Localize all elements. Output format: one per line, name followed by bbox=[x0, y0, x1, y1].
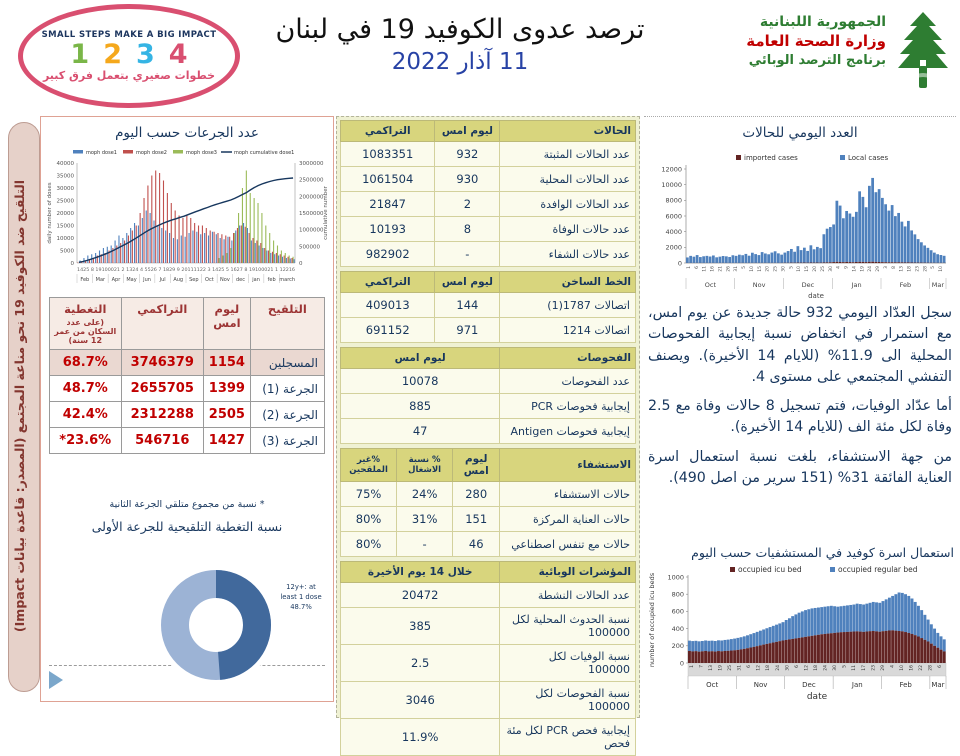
svg-text:40000: 40000 bbox=[57, 161, 75, 167]
svg-text:1425 8 19100021 2 1324 4 5526: 1425 8 19100021 2 1324 4 5526 7 1829 9 20111122 3 1425 5 1627 8 19100021 1 12216 bbox=[77, 267, 296, 272]
row-label: اتصالات 1787(1) bbox=[500, 293, 636, 318]
svg-text:0: 0 bbox=[299, 261, 303, 267]
cell-unvaccinated: 75% bbox=[341, 482, 397, 507]
row-label: حالات العناية المركزة bbox=[500, 507, 636, 532]
svg-text:1: 1 bbox=[686, 266, 692, 269]
indicators-table-header bbox=[341, 562, 636, 583]
row-label: اتصالات 1214 bbox=[500, 318, 636, 343]
svg-text:12y+: at: 12y+: at bbox=[286, 583, 316, 591]
svg-text:14: 14 bbox=[851, 266, 857, 272]
svg-text:13: 13 bbox=[708, 665, 714, 671]
svg-text:1000: 1000 bbox=[667, 573, 684, 581]
svg-text:cumulative number: cumulative number bbox=[323, 185, 329, 240]
svg-text:11: 11 bbox=[851, 665, 857, 671]
table-row bbox=[50, 428, 325, 454]
row-label: عدد الحالات المحلية bbox=[500, 167, 636, 192]
svg-text:21: 21 bbox=[717, 266, 723, 272]
row-label: إيجابية فحوصات PCR bbox=[500, 394, 636, 419]
step-4-number: 4 bbox=[169, 41, 188, 68]
svg-text:35000: 35000 bbox=[57, 174, 75, 180]
svg-text:5: 5 bbox=[741, 266, 747, 269]
svg-text:2000: 2000 bbox=[665, 244, 682, 252]
cases-table bbox=[340, 120, 636, 267]
table-row bbox=[341, 482, 636, 507]
svg-text:Dec: Dec bbox=[802, 681, 816, 689]
svg-text:4000: 4000 bbox=[665, 228, 682, 236]
svg-text:Apr: Apr bbox=[112, 277, 122, 283]
svg-text:Feb: Feb bbox=[900, 281, 912, 289]
table-row bbox=[341, 369, 636, 394]
cell-unvaccinated: 80% bbox=[341, 532, 397, 557]
svg-text:Mar: Mar bbox=[932, 281, 945, 289]
row-label: المسجلين bbox=[250, 350, 324, 376]
narrative-paragraph: أما عدّاد الوفيات، فتم تسجيل 8 حالات وفاة مع 2.5 وفاة لكل مئة الف (للايام 14 الأخيرة). bbox=[648, 396, 952, 439]
cell-yesterday: 151 bbox=[453, 507, 500, 532]
doses-per-day-chart bbox=[43, 145, 331, 315]
svg-text:May: May bbox=[126, 277, 136, 283]
table-row bbox=[341, 217, 636, 242]
svg-text:4: 4 bbox=[889, 665, 895, 668]
row-label: نسبة الفحوصات لكل 100000 bbox=[500, 682, 636, 719]
row-label: الجرعة (3) bbox=[250, 428, 324, 454]
svg-text:Feb: Feb bbox=[899, 681, 912, 689]
vaccination-panel bbox=[40, 116, 334, 702]
table-row bbox=[341, 532, 636, 557]
svg-text:occupied icu bed: occupied icu bed bbox=[738, 565, 802, 574]
svg-text:400: 400 bbox=[672, 625, 684, 633]
row-label: عدد الحالات الوافدة bbox=[500, 192, 636, 217]
cell-cumulative: 546716 bbox=[121, 428, 204, 454]
cell-yesterday: 1399 bbox=[204, 376, 251, 402]
cell-cumulative: 691152 bbox=[341, 318, 435, 343]
table-row bbox=[50, 402, 325, 428]
svg-text:moph dose3: moph dose3 bbox=[186, 150, 217, 156]
cell-cumulative: 1083351 bbox=[341, 142, 435, 167]
svg-text:1500000: 1500000 bbox=[299, 211, 324, 217]
report-date: 11 آذار 2022 bbox=[250, 49, 670, 75]
svg-text:18: 18 bbox=[813, 665, 819, 671]
cell-value: 11.9% bbox=[341, 719, 500, 756]
table-row bbox=[341, 419, 636, 444]
daily-narrative bbox=[648, 303, 952, 497]
col-occupancy: % نسبة الاشغال bbox=[397, 449, 453, 482]
svg-text:date: date bbox=[808, 292, 824, 300]
row-label: حالات مع تنفس اصطناعي bbox=[500, 532, 636, 557]
svg-text:Dec: Dec bbox=[802, 281, 815, 289]
svg-text:29: 29 bbox=[880, 665, 886, 671]
table-row bbox=[341, 682, 636, 719]
svg-text:12: 12 bbox=[756, 665, 762, 671]
svg-text:20: 20 bbox=[812, 266, 818, 272]
svg-text:25000: 25000 bbox=[57, 199, 75, 205]
svg-text:22: 22 bbox=[918, 665, 924, 671]
doses-chart-title: عدد الجرعات حسب اليوم bbox=[41, 125, 333, 141]
table-row bbox=[50, 350, 325, 376]
svg-text:Jun: Jun bbox=[142, 277, 151, 283]
svg-text:6: 6 bbox=[794, 665, 800, 668]
donut-chart-title: نسبة التغطية التلقيحية للجرعة الأولى bbox=[41, 519, 333, 534]
col-cumulative: التراكمي bbox=[121, 298, 204, 350]
cell-value: 385 bbox=[341, 608, 500, 645]
svg-text:30: 30 bbox=[784, 665, 790, 671]
svg-text:2500000: 2500000 bbox=[299, 178, 324, 184]
svg-text:5: 5 bbox=[788, 266, 794, 269]
svg-text:800: 800 bbox=[672, 591, 684, 599]
svg-text:Sep: Sep bbox=[189, 277, 198, 283]
cell-cumulative: 409013 bbox=[341, 293, 435, 318]
svg-text:15000: 15000 bbox=[57, 224, 75, 230]
svg-text:26: 26 bbox=[725, 266, 731, 272]
tests-title: الفحوصات bbox=[500, 348, 636, 369]
svg-text:6: 6 bbox=[937, 665, 943, 668]
svg-text:1000000: 1000000 bbox=[299, 228, 324, 234]
cell-occupancy: 31% bbox=[397, 507, 453, 532]
row-label: الجرعة (2) bbox=[250, 402, 324, 428]
cell-yesterday: 932 bbox=[435, 142, 500, 167]
svg-text:10: 10 bbox=[899, 665, 905, 671]
svg-text:3000000: 3000000 bbox=[299, 161, 324, 167]
row-label: عدد حالات الشفاء bbox=[500, 242, 636, 267]
cell-coverage: 23.6%* bbox=[50, 428, 122, 454]
svg-text:8000: 8000 bbox=[665, 197, 682, 205]
svg-text:17: 17 bbox=[861, 665, 867, 671]
svg-text:24: 24 bbox=[823, 665, 829, 671]
svg-text:1: 1 bbox=[689, 665, 695, 668]
beds-chart-title: استعمال اسرة كوفيد في المستشفيات حسب اليوم bbox=[644, 545, 956, 560]
svg-text:dec: dec bbox=[236, 277, 245, 283]
svg-text:31: 31 bbox=[737, 665, 743, 671]
title-block bbox=[250, 14, 670, 75]
cell-yesterday: - bbox=[435, 242, 500, 267]
svg-text:number of occupied icu beds: number of occupied icu beds bbox=[648, 572, 656, 667]
col-period: خلال 14 يوم الأخيرة bbox=[341, 562, 500, 583]
cell-cumulative: 2655705 bbox=[121, 376, 204, 402]
tests-table-header bbox=[341, 348, 636, 369]
campaign-logo-steps bbox=[70, 41, 187, 68]
col-cumulative: التراكمي bbox=[341, 121, 435, 142]
svg-text:10: 10 bbox=[796, 266, 802, 272]
svg-text:12000: 12000 bbox=[661, 165, 682, 173]
cell-value: 2.5 bbox=[341, 645, 500, 682]
row-label: عدد الحالات المثبتة bbox=[500, 142, 636, 167]
svg-text:16: 16 bbox=[909, 665, 915, 671]
daily-cases-panel bbox=[644, 116, 956, 719]
svg-text:Mar: Mar bbox=[96, 277, 106, 283]
cell-yesterday: 1154 bbox=[204, 350, 251, 376]
svg-text:24: 24 bbox=[775, 665, 781, 671]
svg-text:25: 25 bbox=[820, 266, 826, 272]
svg-text:daily number of doses: daily number of doses bbox=[47, 182, 53, 243]
daily-cases-chart-title: العدد اليومي للحالات bbox=[644, 125, 956, 141]
col-yesterday: ليوم امس bbox=[435, 272, 500, 293]
svg-text:Nov: Nov bbox=[220, 277, 230, 283]
svg-text:30: 30 bbox=[828, 266, 834, 272]
table-row bbox=[341, 318, 636, 343]
row-label: نسبة الحدوث المحلية لكل 100000 bbox=[500, 608, 636, 645]
cell-occupancy: 24% bbox=[397, 482, 453, 507]
moph-line2: وزارة الصحة العامة bbox=[746, 32, 886, 50]
svg-text:200: 200 bbox=[672, 642, 684, 650]
cell-value: 47 bbox=[341, 419, 500, 444]
occupied-beds-chart bbox=[644, 561, 956, 719]
cell-yesterday: 144 bbox=[435, 293, 500, 318]
svg-text:moph dose2: moph dose2 bbox=[136, 150, 167, 156]
svg-text:24: 24 bbox=[867, 266, 873, 272]
svg-text:date: date bbox=[807, 692, 828, 702]
svg-text:Local cases: Local cases bbox=[848, 154, 888, 162]
tests-table bbox=[340, 347, 636, 444]
cell-coverage: 68.7% bbox=[50, 350, 122, 376]
svg-text:3: 3 bbox=[883, 266, 889, 269]
table-row bbox=[341, 507, 636, 532]
svg-text:30000: 30000 bbox=[57, 186, 75, 192]
cell-value: 885 bbox=[341, 394, 500, 419]
svg-text:23: 23 bbox=[914, 266, 920, 272]
campaign-logo bbox=[18, 4, 240, 108]
svg-text:Oct: Oct bbox=[205, 277, 214, 283]
cell-yesterday: 971 bbox=[435, 318, 500, 343]
step-1-number: 1 bbox=[70, 41, 89, 68]
col-yesterday: ليوم امس bbox=[204, 298, 251, 350]
svg-text:10: 10 bbox=[749, 266, 755, 272]
svg-text:13: 13 bbox=[899, 266, 905, 272]
svg-text:march: march bbox=[279, 277, 295, 283]
svg-text:600: 600 bbox=[672, 608, 684, 616]
svg-text:7: 7 bbox=[698, 665, 704, 668]
page-title: ترصد عدوى الكوفيد 19 في لبنان bbox=[250, 14, 670, 45]
svg-text:11: 11 bbox=[702, 266, 708, 272]
cell-yesterday: 2 bbox=[435, 192, 500, 217]
svg-text:25: 25 bbox=[727, 665, 733, 671]
cell-cumulative: 982902 bbox=[341, 242, 435, 267]
cell-yesterday: 2505 bbox=[204, 402, 251, 428]
svg-text:500000: 500000 bbox=[299, 244, 320, 250]
cell-value: 3046 bbox=[341, 682, 500, 719]
vaccination-table-header bbox=[50, 298, 325, 350]
row-label: عدد الحالات النشطة bbox=[500, 583, 636, 608]
col-unvaccinated: %غير الملقحين bbox=[341, 449, 397, 482]
row-label: نسبة الوفيات لكل 100000 bbox=[500, 645, 636, 682]
svg-text:5: 5 bbox=[842, 665, 848, 668]
svg-text:6: 6 bbox=[746, 665, 752, 668]
svg-text:15: 15 bbox=[804, 266, 810, 272]
svg-text:19: 19 bbox=[717, 665, 723, 671]
cases-title: الحالات bbox=[500, 121, 636, 142]
svg-text:Mar: Mar bbox=[931, 681, 944, 689]
cell-unvaccinated: 80% bbox=[341, 507, 397, 532]
svg-text:19: 19 bbox=[859, 266, 865, 272]
svg-text:Nov: Nov bbox=[753, 281, 766, 289]
svg-text:Jan: Jan bbox=[851, 681, 863, 689]
cell-cumulative: 10193 bbox=[341, 217, 435, 242]
svg-text:18: 18 bbox=[765, 665, 771, 671]
svg-text:25: 25 bbox=[773, 266, 779, 272]
row-label: عدد الفحوصات bbox=[500, 369, 636, 394]
svg-text:28: 28 bbox=[922, 266, 928, 272]
table-row bbox=[341, 192, 636, 217]
row-label: إيجابية فحوصات Antigen bbox=[500, 419, 636, 444]
row-label: إيجابية فحص PCR لكل مئة فحص bbox=[500, 719, 636, 756]
hotline-table bbox=[340, 271, 636, 343]
daily-cases-chart bbox=[644, 143, 956, 315]
svg-text:Oct: Oct bbox=[706, 681, 718, 689]
svg-text:15: 15 bbox=[757, 266, 763, 272]
cell-value: 20472 bbox=[341, 583, 500, 608]
vaccination-table-footnote: * نسبة من مجموع متلقي الجرعة الثانية bbox=[49, 499, 325, 510]
table-row bbox=[50, 376, 325, 402]
svg-text:9: 9 bbox=[844, 266, 850, 269]
svg-text:0: 0 bbox=[680, 659, 684, 667]
svg-text:30: 30 bbox=[780, 266, 786, 272]
step-2-number: 2 bbox=[103, 41, 122, 68]
indicators-table bbox=[340, 561, 636, 756]
summary-tables-panel bbox=[336, 116, 640, 718]
svg-text:2000000: 2000000 bbox=[299, 194, 324, 200]
cell-yesterday: 46 bbox=[453, 532, 500, 557]
cases-table-header bbox=[341, 121, 636, 142]
svg-text:31: 31 bbox=[733, 266, 739, 272]
vaccination-table bbox=[49, 297, 325, 454]
hospitalization-title: الاستشفاء bbox=[500, 449, 636, 482]
table-row bbox=[341, 719, 636, 756]
vaccination-section-banner-text: التلقيح ضد الكوفيد 19 نحو مناعة المجتمع (المصدر: قاعدة بيانات Impact) bbox=[12, 126, 34, 686]
cell-coverage: 48.7% bbox=[50, 376, 122, 402]
next-arrow-icon bbox=[49, 671, 63, 689]
svg-text:10000: 10000 bbox=[661, 181, 682, 189]
svg-text:10: 10 bbox=[938, 266, 944, 272]
svg-text:0: 0 bbox=[678, 259, 682, 267]
cell-cumulative: 21847 bbox=[341, 192, 435, 217]
svg-text:Aug: Aug bbox=[173, 277, 183, 283]
cell-yesterday: 1427 bbox=[204, 428, 251, 454]
campaign-logo-slogan-ar: خطوات صغيري بتعمل فرق كبير bbox=[43, 69, 215, 82]
svg-text:18: 18 bbox=[907, 266, 913, 272]
svg-text:29: 29 bbox=[875, 266, 881, 272]
svg-text:8: 8 bbox=[891, 266, 897, 269]
cell-yesterday: 8 bbox=[435, 217, 500, 242]
table-row bbox=[341, 394, 636, 419]
col-cumulative: التراكمي bbox=[341, 272, 435, 293]
svg-text:20: 20 bbox=[765, 266, 771, 272]
row-label: عدد حالات الوفاة bbox=[500, 217, 636, 242]
cell-cumulative: 2312288 bbox=[121, 402, 204, 428]
hospitalization-table bbox=[340, 448, 636, 557]
svg-text:Jan: Jan bbox=[851, 281, 862, 289]
svg-text:16: 16 bbox=[710, 266, 716, 272]
svg-text:12: 12 bbox=[803, 665, 809, 671]
first-dose-coverage-donut-chart bbox=[96, 557, 326, 697]
hotline-title: الخط الساخن bbox=[500, 272, 636, 293]
cell-yesterday: 280 bbox=[453, 482, 500, 507]
svg-text:least 1 dose: least 1 dose bbox=[280, 593, 321, 601]
svg-text:jan: jan bbox=[251, 277, 260, 283]
svg-text:4: 4 bbox=[836, 266, 842, 269]
cell-cumulative: 1061504 bbox=[341, 167, 435, 192]
svg-text:23: 23 bbox=[870, 665, 876, 671]
table-row bbox=[341, 293, 636, 318]
table-row bbox=[341, 608, 636, 645]
svg-text:10000: 10000 bbox=[57, 236, 75, 242]
table-row bbox=[341, 167, 636, 192]
svg-text:6000: 6000 bbox=[665, 212, 682, 220]
cell-value: 10078 bbox=[341, 369, 500, 394]
cell-cumulative: 3746379 bbox=[121, 350, 204, 376]
svg-text:moph dose1: moph dose1 bbox=[86, 150, 117, 156]
col-yesterday: ليوم امس bbox=[341, 348, 500, 369]
campaign-logo-slogan-en: SMALL STEPS MAKE A BIG IMPACT bbox=[42, 30, 217, 40]
svg-text:5000: 5000 bbox=[60, 249, 74, 255]
narrative-paragraph: من جهة الاستشفاء، بلغت نسبة استعمال اسرة العناية الفائقة 31% (151 سرير من اصل 490). bbox=[648, 447, 952, 490]
svg-text:Nov: Nov bbox=[754, 681, 768, 689]
row-label: حالات الاستشفاء bbox=[500, 482, 636, 507]
table-row bbox=[341, 142, 636, 167]
moph-line1: الجمهورية اللبنانية bbox=[746, 14, 886, 30]
moph-logo bbox=[656, 8, 956, 104]
col-coverage-title: التغطية bbox=[52, 302, 119, 316]
svg-text:imported cases: imported cases bbox=[744, 154, 798, 162]
hospitalization-table-header bbox=[341, 449, 636, 482]
cell-occupancy: - bbox=[397, 532, 453, 557]
table-row bbox=[341, 645, 636, 682]
svg-text:20000: 20000 bbox=[57, 211, 75, 217]
svg-text:28: 28 bbox=[928, 665, 934, 671]
moph-line3: برنامج الترصد الوبائي bbox=[746, 53, 886, 68]
svg-text:moph cumulative dose1: moph cumulative dose1 bbox=[234, 150, 294, 156]
indicators-title: المؤشرات الوبائية bbox=[500, 562, 636, 583]
svg-text:feb: feb bbox=[268, 277, 276, 283]
svg-text:Oct: Oct bbox=[705, 281, 717, 289]
row-label: الجرعة (1) bbox=[250, 376, 324, 402]
hotline-table-header bbox=[341, 272, 636, 293]
table-row bbox=[341, 242, 636, 267]
col-yesterday: ليوم امس bbox=[435, 121, 500, 142]
svg-text:30: 30 bbox=[832, 665, 838, 671]
cell-coverage: 42.4% bbox=[50, 402, 122, 428]
svg-text:6: 6 bbox=[694, 266, 700, 269]
narrative-paragraph: سجل العدّاد اليومي 932 حالة جديدة عن يوم امس، مع استمرار في انخفاض نسبة إيجابية الفحوصات المحلية الى 11.9% (للايام 14 الأخيرة). ويصنف التفشي المجتمعي على مستوى 4. bbox=[648, 303, 952, 388]
step-3-number: 3 bbox=[136, 41, 155, 68]
svg-text:0: 0 bbox=[71, 261, 75, 267]
cell-yesterday: 930 bbox=[435, 167, 500, 192]
col-vaccination: التلقيح bbox=[250, 298, 324, 350]
svg-text:occupied regular bed: occupied regular bed bbox=[838, 565, 918, 574]
col-coverage bbox=[50, 298, 122, 350]
col-coverage-note: (على عدد السكان من عمر 12 سنة) bbox=[52, 318, 119, 345]
col-yesterday: ليوم امس bbox=[453, 449, 500, 482]
svg-text:48.7%: 48.7% bbox=[290, 603, 312, 611]
table-row bbox=[341, 583, 636, 608]
svg-text:5: 5 bbox=[930, 266, 936, 269]
svg-text:Feb: Feb bbox=[80, 277, 89, 283]
svg-text:Jul: Jul bbox=[159, 277, 166, 283]
cedar-tree-icon bbox=[892, 10, 954, 94]
